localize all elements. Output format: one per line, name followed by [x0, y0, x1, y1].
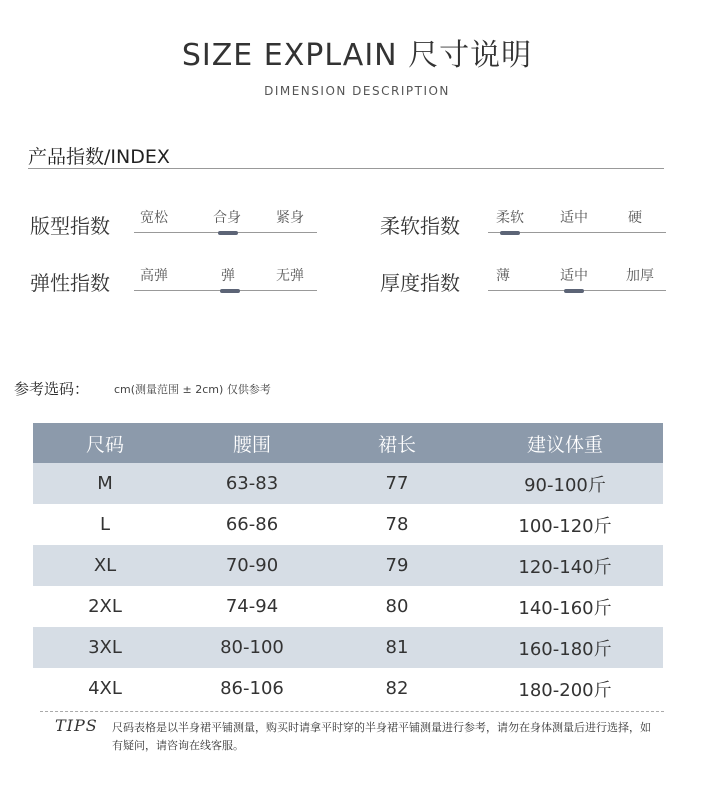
waist-cell: 80-100 [220, 637, 284, 658]
length-cell: 81 [385, 637, 409, 658]
scale-option: 加厚 [626, 268, 654, 284]
fit-index-scale [134, 207, 317, 233]
thickness-index-label: 厚度指数 [380, 271, 460, 295]
scale-option: 适中 [560, 210, 588, 226]
size-cell: M [97, 473, 113, 494]
waist-cell: 63-83 [225, 473, 279, 494]
reference-note: cm(测量范围 ± 2cm) 仅供参考 [114, 383, 271, 396]
table-row [33, 627, 663, 668]
size-cell: 4XL [88, 678, 122, 699]
tips-text: 尺码表格是以半身裙平铺测量，购买时请拿平时穿的半身裙平铺测量进行参考，请勿在身体测量后进行选择，如有疑问，请咨询在线客服。 [112, 721, 651, 752]
length-cell: 82 [385, 678, 409, 699]
table-row [33, 463, 663, 504]
weight-cell: 120-140斤 [518, 556, 612, 578]
fit-index-label: 版型指数 [30, 214, 110, 238]
scale-option: 紧身 [276, 210, 304, 226]
size-cell: 3XL [88, 637, 122, 658]
tips-mark: TIPS [55, 716, 98, 735]
scale-option: 弹 [221, 268, 235, 284]
scale-option: 高弹 [140, 268, 168, 284]
length-cell: 77 [385, 473, 409, 494]
weight-cell: 140-160斤 [518, 597, 612, 619]
elasticity-index-label: 弹性指数 [30, 271, 110, 295]
header-length: 裙长 [377, 433, 416, 456]
header-weight: 建议体重 [526, 433, 603, 456]
table-row [33, 586, 663, 627]
scale-option: 合身 [213, 210, 241, 226]
scale-option: 硬 [628, 210, 642, 226]
header-size: 尺码 [85, 433, 124, 456]
table-row [33, 545, 663, 586]
size-cell: XL [93, 555, 117, 576]
weight-cell: 180-200斤 [518, 679, 612, 701]
scale-option: 薄 [496, 268, 510, 284]
size-table [33, 423, 663, 709]
selected-marker [220, 289, 240, 293]
table-header-row [33, 423, 663, 463]
scale-option: 无弹 [276, 268, 304, 284]
weight-cell: 160-180斤 [518, 638, 612, 660]
length-cell: 79 [385, 555, 409, 576]
length-cell: 80 [385, 596, 409, 617]
size-cell: L [99, 514, 111, 535]
scale-option: 宽松 [140, 210, 168, 226]
divider [28, 168, 664, 169]
selected-marker [218, 231, 238, 235]
elasticity-index-scale [134, 265, 317, 291]
size-cell: 2XL [88, 596, 122, 617]
scale-option: 柔软 [496, 210, 524, 226]
scale-option: 适中 [560, 268, 588, 284]
selected-marker [500, 231, 520, 235]
selected-marker [564, 289, 584, 293]
waist-cell: 74-94 [225, 596, 279, 617]
waist-cell: 70-90 [225, 555, 279, 576]
index-title: 产品指数/INDEX [28, 146, 170, 168]
table-row [33, 668, 663, 709]
reference-label: 参考选码： [14, 380, 90, 398]
thickness-index-scale [488, 265, 666, 291]
tips-divider [40, 711, 664, 712]
waist-cell: 66-86 [225, 514, 279, 535]
table-row [33, 504, 663, 545]
softness-index-scale [488, 207, 666, 233]
waist-cell: 86-106 [220, 678, 284, 699]
page-subtitle: DIMENSION DESCRIPTION [264, 84, 450, 98]
header-waist: 腰围 [232, 433, 271, 456]
length-cell: 78 [385, 514, 409, 535]
weight-cell: 100-120斤 [518, 515, 612, 537]
page-title: SIZE EXPLAIN 尺寸说明 [181, 38, 533, 73]
softness-index-label: 柔软指数 [380, 214, 460, 238]
weight-cell: 90-100斤 [524, 474, 606, 496]
